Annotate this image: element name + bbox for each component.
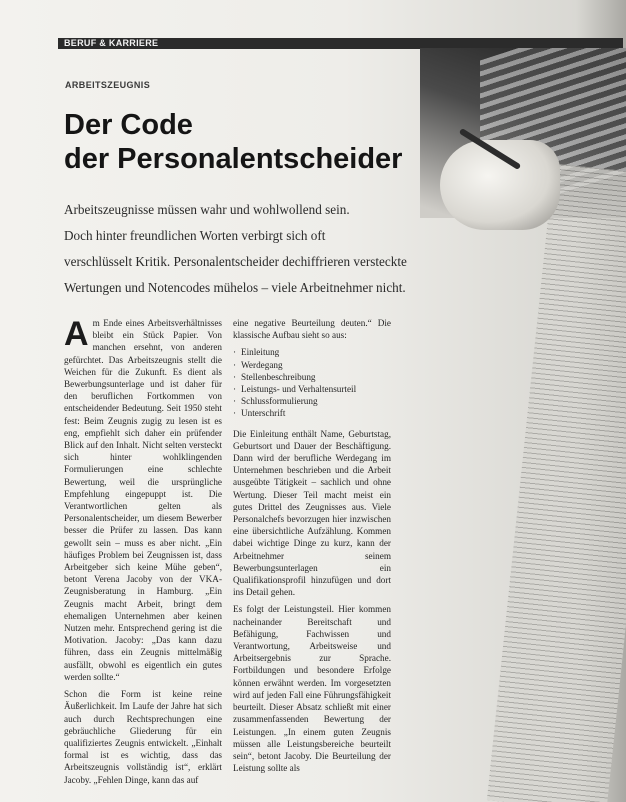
article-column-2 bbox=[233, 317, 391, 779]
drop-cap: A bbox=[64, 315, 89, 353]
article-title bbox=[64, 108, 424, 176]
paragraph: Schon die Form ist keine reine Äußerlichkeit. Im Laufe der Jahre hat sich auch durch Rechtsprechungen eine gebräuchliche Gliederung für ein qualifiziertes Zeugnis entwickelt. „Einhalt formal ist es wichtig, dass das Arbeitszeugnis vollständig ist“, erklärt Jacoby. „Fehlen Dinge, kann das auf bbox=[64, 689, 222, 785]
paragraph: Es folgt der Leistungsteil. Hier kommen nacheinander Bereitschaft und Befähigung, Fachwissen und Verantwortung, Arbeitsweise und Arbeitsergebnis zur Sprache. Fortbildungen und besondere Erfolge können erwähnt werden. Im vorgesetzten wird auf jeden Fall eine Führungsfähigkeit beurteilt. Dieser Absatz schließt mit einer zusammenfassenden Bewertung der Leistungen. „In einem guten Zeugnis müssen alle Leistungsbereiche beurteilt sein“, betont Jacoby. Die Beurteilung der Leistung sollte als bbox=[233, 604, 391, 774]
lead-line: Doch hinter freundlichen Worten verbirgt sich oft bbox=[64, 228, 326, 243]
paragraph: eine negative Beurteilung deuten.“ Die klassische Aufbau sieht so aus: bbox=[233, 318, 391, 341]
structure-list bbox=[233, 346, 391, 419]
list-item: · Werdegang bbox=[233, 359, 391, 371]
lead-line: Wertungen und Notencodes mühelos – viele Arbeitnehmer nicht. bbox=[64, 280, 406, 295]
title-line: Der Code bbox=[64, 109, 193, 141]
article-kicker: ARBEITSZEUGNIS bbox=[65, 80, 151, 90]
list-item: · Leistungs- und Verhaltensurteil bbox=[233, 383, 391, 395]
list-item: · Stellenbeschreibung bbox=[233, 371, 391, 383]
list-item: · Einleitung bbox=[233, 346, 391, 358]
lead-line: Arbeitszeugnisse müssen wahr und wohlwollend sein. bbox=[64, 202, 350, 217]
article-column-1 bbox=[64, 317, 222, 791]
paragraph-text: m Ende eines Arbeitsverhältnisses bleibt ein Stück Papier. Von manchen ersehnt, von anderen gefürchtet. Das Arbeitszeugnis stellt die Weichen für die Zukunft. Es dient als Bewerbungsunterlage und ist daher für den beruflichen Fortkommen von entscheidender Bedeutung. Seit 1950 steht fest: Beim Zeugnis zugig zu lesen ist es eng, empfiehlt sich daher ein prüfender Blick auf den Inhalt. Nicht selten versteckt sich hinter wohlklingenden Formulierungen eine schlechte Bewertung, weil die ursprüngliche Empfehlung eingepuppt ist. Die Verantwortlichen gelten als Personalentscheider, um diesem Bewerber besser die Prüfer zu lassen. Das kann gewollt sein – muss es aber nicht. „Ein häufiges Problem bei Zeugnissen ist, dass Arbeitgeber sich keine Mühe geben“, betont Verena Jacoby von der VKA-Zeugnisberatung in Hamburg. „Ein Zeugnis macht Arbeit, bringt dem ehemaligen Unternehmen aber keinen Nutzen mehr. Entsprechend gering ist die Motivation. Jacoby: „Das kann dazu führen, dass ein Zeugnis mittelmäßig ausfällt, obwohl es eigentlich ein gutes werden sollte.“ bbox=[64, 318, 222, 682]
hand-signing-document-photo bbox=[420, 48, 626, 802]
article-lead bbox=[64, 197, 464, 301]
paragraph: Die Einleitung enthält Name, Geburtstag, Geburtsort und Dauer der Beschäftigung. Dann wird der berufliche Werdegang im Unternehmen beschrieben und die Arbeit ausgeübte Tätigkeit – sachlich und ohne Wertung. Dieser Teil macht meist ein gutes Drittel des Zeugnisses aus. Viele Personalchefs bevorzugen hier inzwischen eine übersichtliche Aufzählung. Kommen dabei wichtige Dinge zu kurz, kann der Arbeitnehmer seinem Bewerbungsunterlagen ein Qualifikationsprofil hinzufügen und dort ins Detail gehen. bbox=[233, 428, 391, 598]
list-item: · Unterschrift bbox=[233, 407, 391, 419]
title-line: der Personalentscheider bbox=[64, 143, 403, 175]
paragraph bbox=[64, 317, 222, 683]
section-label: BERUF & KARRIERE bbox=[64, 38, 159, 48]
photo-document-paper bbox=[487, 163, 626, 802]
lead-line: verschlüsselt Kritik. Personalentscheider dechiffrieren versteckte bbox=[64, 254, 407, 269]
list-item: · Schlussformulierung bbox=[233, 395, 391, 407]
